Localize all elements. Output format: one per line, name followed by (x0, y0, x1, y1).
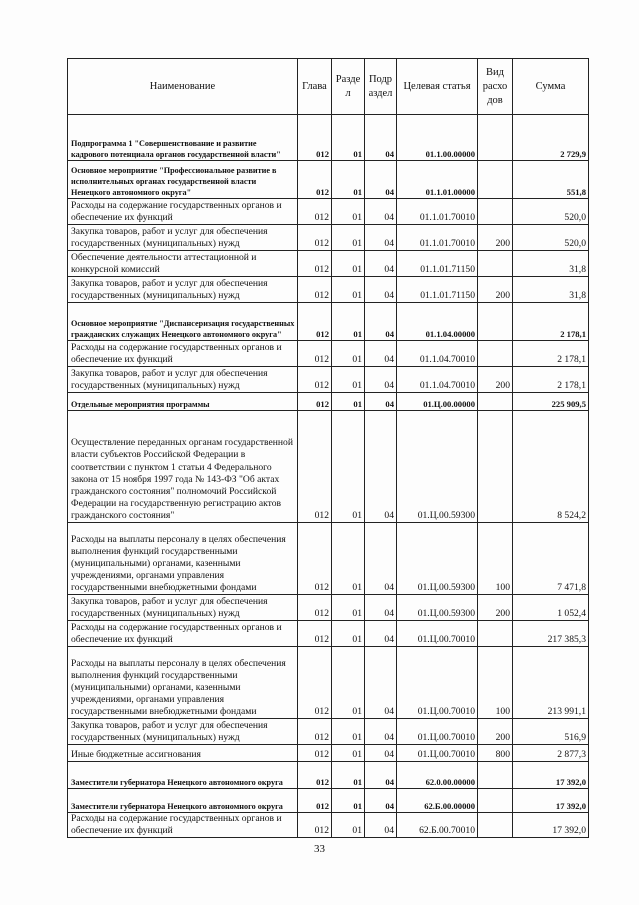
cell-vid (478, 341, 513, 367)
cell-name: Расходы на выплаты персоналу в целях обеспечения выполнения функций государственными (муниципальными) органами, казенными учреждениями, органами управления государственными внебюджетными фондами (68, 523, 298, 595)
cell-name: Заместители губернатора Ненецкого автономного округа (68, 762, 298, 789)
cell-sum: 31,8 (513, 251, 589, 277)
cell-podrazdel: 04 (365, 161, 397, 199)
cell-name: Основное мероприятие "Диспансеризация государственных гражданских служащих Ненецкого автономного округа" (68, 303, 298, 341)
cell-name: Закупка товаров, работ и услуг для обеспечения государственных (муниципальных) нужд (68, 367, 298, 393)
cell-name: Отдельные мероприятия программы (68, 393, 298, 411)
table-row (68, 523, 589, 595)
cell-razdel: 01 (332, 367, 365, 393)
cell-glava: 012 (298, 411, 332, 523)
cell-name: Расходы на содержание государственных органов и обеспечение их функций (68, 341, 298, 367)
cell-razdel: 01 (332, 621, 365, 647)
cell-podrazdel: 04 (365, 719, 397, 745)
cell-glava: 012 (298, 393, 332, 411)
cell-name: Расходы на выплаты персоналу в целях обеспечения выполнения функций государственными (муниципальными) органами, казенными учреждениями, органами управления государственными внебюджетными фондами (68, 647, 298, 719)
cell-glava: 012 (298, 762, 332, 789)
cell-target: 01.Ц.00.70010 (397, 719, 478, 745)
cell-sum: 2 729,9 (513, 115, 589, 161)
cell-glava: 012 (298, 115, 332, 161)
table-row (68, 745, 589, 762)
header-razdel: Разде л (332, 59, 365, 115)
header-sum: Сумма (513, 59, 589, 115)
cell-target: 01.Ц.00.70010 (397, 621, 478, 647)
header-glava: Глава (298, 59, 332, 115)
page-number: 33 (314, 843, 325, 855)
table-row (68, 251, 589, 277)
cell-name: Расходы на содержание государственных органов и обеспечение их функций (68, 621, 298, 647)
header-target: Целевая статья (397, 59, 478, 115)
cell-target: 01.1.01.71150 (397, 251, 478, 277)
cell-sum: 516,9 (513, 719, 589, 745)
cell-glava: 012 (298, 303, 332, 341)
cell-name: Закупка товаров, работ и услуг для обеспечения государственных (муниципальных) нужд (68, 719, 298, 745)
cell-sum: 8 524,2 (513, 411, 589, 523)
budget-table (67, 58, 589, 838)
cell-razdel: 01 (332, 277, 365, 303)
cell-sum: 217 385,3 (513, 621, 589, 647)
cell-glava: 012 (298, 719, 332, 745)
table-row (68, 762, 589, 789)
cell-glava: 012 (298, 199, 332, 225)
cell-razdel: 01 (332, 762, 365, 789)
cell-name: Расходы на содержание государственных органов и обеспечение их функций (68, 199, 298, 225)
table-row (68, 341, 589, 367)
cell-vid (478, 161, 513, 199)
cell-podrazdel: 04 (365, 199, 397, 225)
cell-glava: 012 (298, 647, 332, 719)
cell-sum: 1 052,4 (513, 595, 589, 621)
cell-sum: 2 178,1 (513, 367, 589, 393)
table-row (68, 199, 589, 225)
table-row (68, 813, 589, 838)
table-row (68, 647, 589, 719)
cell-glava: 012 (298, 225, 332, 251)
cell-razdel: 01 (332, 411, 365, 523)
cell-podrazdel: 04 (365, 393, 397, 411)
cell-target: 01.1.01.70010 (397, 225, 478, 251)
cell-razdel: 01 (332, 745, 365, 762)
cell-glava: 012 (298, 745, 332, 762)
cell-vid (478, 199, 513, 225)
cell-glava: 012 (298, 161, 332, 199)
cell-vid (478, 813, 513, 838)
cell-sum: 2 178,1 (513, 341, 589, 367)
header-name: Наименование (68, 59, 298, 115)
cell-target: 01.Ц.00.70010 (397, 647, 478, 719)
table-row (68, 225, 589, 251)
cell-target: 01.1.04.00000 (397, 303, 478, 341)
cell-vid (478, 115, 513, 161)
cell-podrazdel: 04 (365, 411, 397, 523)
cell-name: Подпрограмма 1 "Совершенствование и развитие кадрового потенциала органов государственной власти" (68, 115, 298, 161)
cell-target: 62.Б.00.70010 (397, 813, 478, 838)
cell-glava: 012 (298, 813, 332, 838)
cell-sum: 213 991,1 (513, 647, 589, 719)
table-row (68, 411, 589, 523)
table-body (68, 115, 589, 838)
cell-podrazdel: 04 (365, 762, 397, 789)
cell-razdel: 01 (332, 199, 365, 225)
cell-podrazdel: 04 (365, 225, 397, 251)
cell-sum: 225 909,5 (513, 393, 589, 411)
cell-name: Основное мероприятие "Профессиональное развитие в исполнительных органах государственной власти Ненецкого автономного округа" (68, 161, 298, 199)
cell-vid: 200 (478, 719, 513, 745)
cell-glava: 012 (298, 251, 332, 277)
cell-sum: 2 178,1 (513, 303, 589, 341)
cell-sum: 17 392,0 (513, 813, 589, 838)
cell-glava: 012 (298, 621, 332, 647)
cell-glava: 012 (298, 367, 332, 393)
cell-target: 01.1.04.70010 (397, 341, 478, 367)
cell-razdel: 01 (332, 303, 365, 341)
cell-target: 01.Ц.00.59300 (397, 523, 478, 595)
table-row (68, 367, 589, 393)
cell-podrazdel: 04 (365, 523, 397, 595)
cell-glava: 012 (298, 595, 332, 621)
cell-vid (478, 411, 513, 523)
cell-razdel: 01 (332, 115, 365, 161)
cell-glava: 012 (298, 789, 332, 813)
cell-target: 01.1.00.00000 (397, 115, 478, 161)
cell-sum: 520,0 (513, 225, 589, 251)
cell-razdel: 01 (332, 647, 365, 719)
cell-razdel: 01 (332, 393, 365, 411)
cell-razdel: 01 (332, 789, 365, 813)
cell-name: Иные бюджетные ассигнования (68, 745, 298, 762)
cell-name: Расходы на содержание государственных органов и обеспечение их функций (68, 813, 298, 838)
cell-razdel: 01 (332, 813, 365, 838)
cell-podrazdel: 04 (365, 621, 397, 647)
cell-name: Обеспечение деятельности аттестационной и конкурсной комиссий (68, 251, 298, 277)
cell-podrazdel: 04 (365, 303, 397, 341)
table-row (68, 719, 589, 745)
cell-podrazdel: 04 (365, 745, 397, 762)
cell-razdel: 01 (332, 341, 365, 367)
cell-sum: 7 471,8 (513, 523, 589, 595)
cell-target: 01.1.01.00000 (397, 161, 478, 199)
cell-podrazdel: 04 (365, 789, 397, 813)
cell-vid (478, 762, 513, 789)
table-row (68, 393, 589, 411)
cell-target: 62.Б.00.00000 (397, 789, 478, 813)
cell-glava: 012 (298, 523, 332, 595)
cell-sum: 31,8 (513, 277, 589, 303)
cell-glava: 012 (298, 341, 332, 367)
cell-razdel: 01 (332, 719, 365, 745)
cell-target: 01.1.01.71150 (397, 277, 478, 303)
cell-vid: 100 (478, 523, 513, 595)
cell-vid: 200 (478, 595, 513, 621)
cell-name: Закупка товаров, работ и услуг для обеспечения государственных (муниципальных) нужд (68, 225, 298, 251)
cell-podrazdel: 04 (365, 277, 397, 303)
cell-sum: 17 392,0 (513, 762, 589, 789)
cell-name: Закупка товаров, работ и услуг для обеспечения государственных (муниципальных) нужд (68, 595, 298, 621)
cell-podrazdel: 04 (365, 367, 397, 393)
cell-target: 62.0.00.00000 (397, 762, 478, 789)
cell-name: Осуществление переданных органам государственной власти субъектов Российской Федерации в соответствии с пунктом 1 статьи 4 Федерального закона от 15 ноября 1997 года № 143-ФЗ "Об актах гражданского состояния" полномочий Российской Федерации на государственную регистрацию актов гражданского состояния" (68, 411, 298, 523)
table-row (68, 595, 589, 621)
cell-target: 01.1.04.70010 (397, 367, 478, 393)
cell-vid: 200 (478, 225, 513, 251)
cell-razdel: 01 (332, 595, 365, 621)
table-row (68, 277, 589, 303)
cell-vid: 200 (478, 277, 513, 303)
cell-podrazdel: 04 (365, 115, 397, 161)
cell-podrazdel: 04 (365, 341, 397, 367)
cell-razdel: 01 (332, 225, 365, 251)
table-row (68, 621, 589, 647)
cell-target: 01.1.01.70010 (397, 199, 478, 225)
cell-sum: 520,0 (513, 199, 589, 225)
cell-target: 01.Ц.00.00000 (397, 393, 478, 411)
cell-razdel: 01 (332, 251, 365, 277)
cell-name: Заместители губернатора Ненецкого автономного округа (68, 789, 298, 813)
cell-sum: 2 877,3 (513, 745, 589, 762)
cell-vid: 800 (478, 745, 513, 762)
cell-vid (478, 303, 513, 341)
table-row (68, 789, 589, 813)
cell-sum: 551,8 (513, 161, 589, 199)
cell-podrazdel: 04 (365, 813, 397, 838)
cell-vid (478, 393, 513, 411)
cell-target: 01.Ц.00.70010 (397, 745, 478, 762)
cell-podrazdel: 04 (365, 647, 397, 719)
cell-vid: 200 (478, 367, 513, 393)
header-vid: Вид расхо дов (478, 59, 513, 115)
cell-razdel: 01 (332, 523, 365, 595)
cell-vid (478, 789, 513, 813)
cell-target: 01.Ц.00.59300 (397, 411, 478, 523)
cell-vid (478, 621, 513, 647)
table-row (68, 161, 589, 199)
cell-vid: 100 (478, 647, 513, 719)
cell-vid (478, 251, 513, 277)
table-row (68, 303, 589, 341)
cell-sum: 17 392,0 (513, 789, 589, 813)
cell-razdel: 01 (332, 161, 365, 199)
cell-target: 01.Ц.00.59300 (397, 595, 478, 621)
header-podrazdel: Подр аздел (365, 59, 397, 115)
cell-podrazdel: 04 (365, 595, 397, 621)
cell-podrazdel: 04 (365, 251, 397, 277)
table-header-row (68, 59, 589, 115)
cell-glava: 012 (298, 277, 332, 303)
cell-name: Закупка товаров, работ и услуг для обеспечения государственных (муниципальных) нужд (68, 277, 298, 303)
table-row (68, 115, 589, 161)
